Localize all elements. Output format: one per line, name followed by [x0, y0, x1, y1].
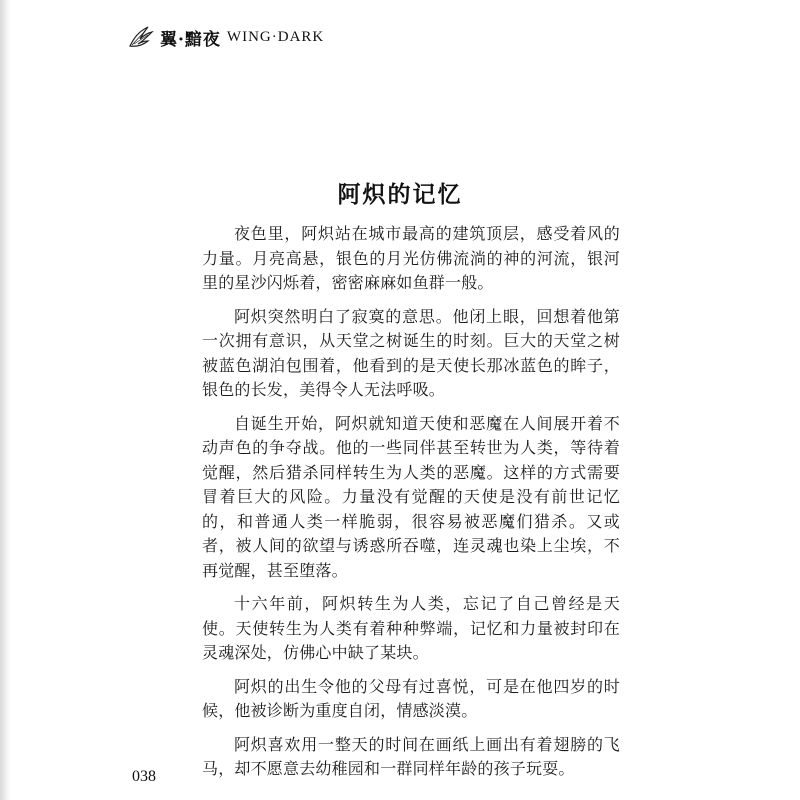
- series-title-cn: 翼·黯夜: [160, 29, 221, 50]
- binding-shadow: [0, 0, 10, 800]
- running-header: [126, 22, 324, 52]
- paragraph: 自诞生开始，阿炽就知道天使和恶魔在人间展开着不动声色的争夺战。他的一些同伴甚至转世为人类，等待着觉醒，然后猎杀同样转生为人类的恶魔。这样的方式需要冒着巨大的风险。力量没有觉醒的天使是没有前世记忆的，和普通人类一样脆弱，很容易被恶魔们猎杀。又或者，被人间的欲望与诱惑所吞噬，连灵魂也染上尘埃，不再觉醒，甚至堕落。: [202, 413, 620, 580]
- wing-ornament-icon: [126, 22, 156, 52]
- page-number: 038: [132, 768, 156, 785]
- series-title-en: WING·DARK: [226, 28, 325, 45]
- paragraph: 阿炽喜欢用一整天的时间在画纸上画出有着翅膀的飞马，却不愿意去幼稚园和一群同样年龄的孩子玩耍。: [202, 734, 620, 778]
- chapter-title: 阿炽的记忆: [337, 182, 463, 209]
- body-text: [202, 222, 620, 791]
- paragraph: 十六年前，阿炽转生为人类，忘记了自己曾经是天使。天使转生为人类有着种种弊端，记忆和力量被封印在灵魂深处，仿佛心中缺了某块。: [202, 594, 620, 662]
- paragraph: 夜色里，阿炽站在城市最高的建筑顶层，感受着风的力量。月亮高悬，银色的月光仿佛流淌的神的河流，银河里的星沙闪烁着，密密麻麻如鱼群一般。: [202, 224, 620, 292]
- paragraph: 阿炽的出生令他的父母有过喜悦，可是在他四岁的时候，他被诊断为重度自闭，情感淡漠。: [202, 676, 620, 720]
- paragraph: 阿炽突然明白了寂寞的意思。他闭上眼，回想着他第一次拥有意识，从天堂之树诞生的时刻。巨大的天堂之树被蓝色湖泊包围着，他看到的是天使长那冰蓝色的眸子，银色的长发，美得令人无法呼吸。: [202, 306, 620, 399]
